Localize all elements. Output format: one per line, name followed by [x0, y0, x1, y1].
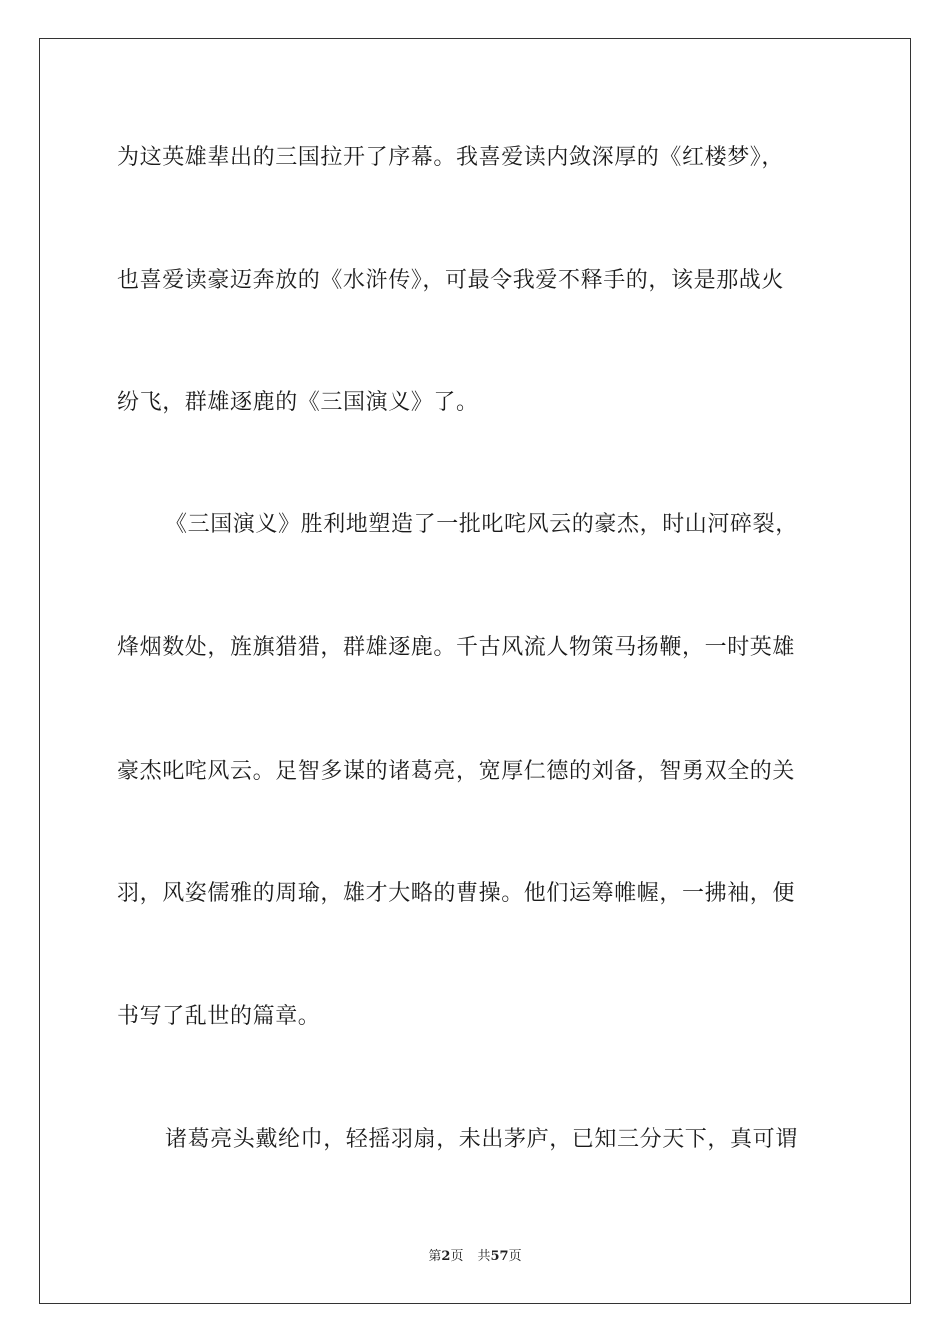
page-border [39, 38, 911, 1304]
total-label-suffix: 页 [508, 1249, 522, 1264]
text-line-9: 诸葛亮头戴纶巾，轻摇羽扇，未出茅庐，已知三分天下，真可谓 [165, 1127, 798, 1152]
total-label-prefix: 共 [477, 1249, 491, 1264]
page-footer [0, 1248, 950, 1266]
page-label-prefix: 第 [428, 1249, 442, 1264]
total-pages: 57 [490, 1249, 509, 1264]
text-line-6: 豪杰叱咤风云。足智多谋的诸葛亮，宽厚仁德的刘备，智勇双全的关 [117, 759, 796, 784]
text-line-2: 也喜爱读豪迈奔放的《水浒传》，可最令我爱不释手的，该是那战火 [117, 268, 785, 293]
text-line-4: 《三国演义》胜利地塑造了一批叱咤风云的豪杰，时山河碎裂， [165, 512, 798, 537]
text-line-1: 为这英雄辈出的三国拉开了序幕。我喜爱读内敛深厚的《红楼梦》， [117, 145, 785, 170]
text-line-3: 纷飞，群雄逐鹿的《三国演义》了。 [117, 390, 479, 415]
text-line-8: 书写了乱世的篇章。 [117, 1004, 321, 1029]
page-number: 2 [441, 1249, 451, 1264]
page-label-suffix: 页 [450, 1249, 464, 1264]
text-line-7: 羽，风姿儒雅的周瑜，雄才大略的曹操。他们运筹帷幄，一拂袖，便 [117, 881, 796, 906]
text-line-5: 烽烟数处，旌旗猎猎，群雄逐鹿。千古风流人物策马扬鞭，一时英雄 [117, 635, 796, 660]
